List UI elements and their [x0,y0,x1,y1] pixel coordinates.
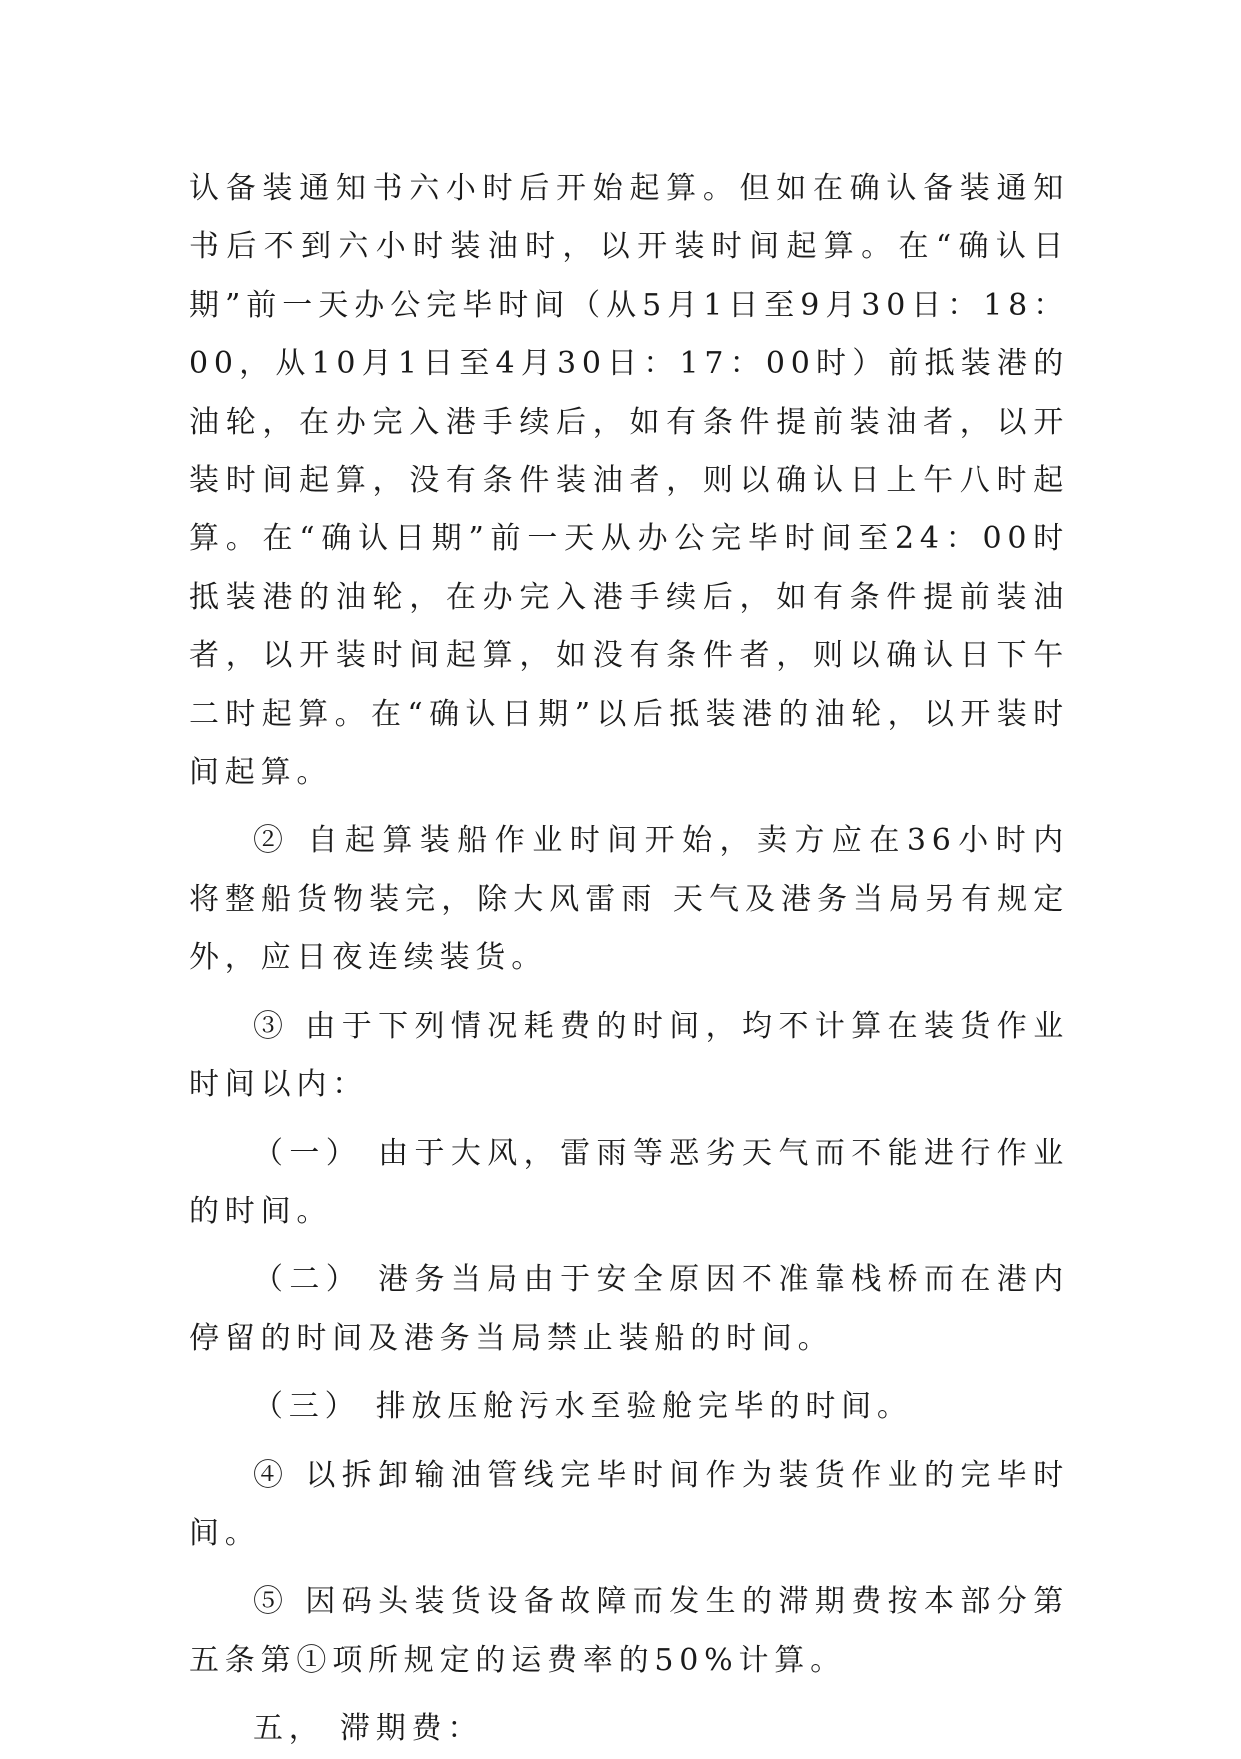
paragraph-item-4: ④ 以拆卸输油管线完毕时间作为装货作业的完毕时间。 [189,1457,1069,1551]
paragraph-item-3: ③ 由于下列情况耗费的时间，均不计算在装货作业时间以内： [189,1008,1069,1103]
paragraph-sub-item-1: （一） 由于大风，雷雨等恶劣天气而不能进行作业的时间。 [189,1135,1069,1229]
paragraph-laytime-commencement: 认备装通知书六小时后开始起算。但如在确认备装通知书后不到六小时装油时，以开装时间起算。在“确认日期”前一天办公完毕时间（从5月1日至9月30日：18：00，从10月1日至4月30日：17：00时）前抵装港的油轮，在办完入港手续后，如有条件提前装油者，以开装时间起算，没有条件装油者，则以确认日上午八时起算。在“确认日期”前一天从办公完毕时间至24：00时抵装港的油轮，在办完入港手续后，如有条件提前装油者，以开装时间起算，如没有条件者，则以确认日下午二时起算。在“确认日期”以后抵装港的油轮，以开装时间起算。 [189,171,1069,791]
document-body [189,160,1069,1759]
paragraph-sub-item-2: （二） 港务当局由于安全原因不准靠栈桥而在港内停留的时间及港务当局禁止装船的时间。 [189,1262,1069,1356]
section-heading-demurrage: 五， 滞期费： [253,1711,484,1747]
paragraph-item-5: ⑤ 因码头装货设备故障而发生的滞期费按本部分第五条第①项所规定的运费率的50%计算。 [189,1584,1069,1678]
paragraph-item-2: ② 自起算装船作业时间开始，卖方应在36小时内将整船货物装完，除大风雷雨 天气及港务当局另有规定外，应日夜连续装货。 [189,823,1069,976]
paragraph-sub-item-3: （三） 排放压舱污水至验舱完毕的时间。 [253,1389,913,1425]
